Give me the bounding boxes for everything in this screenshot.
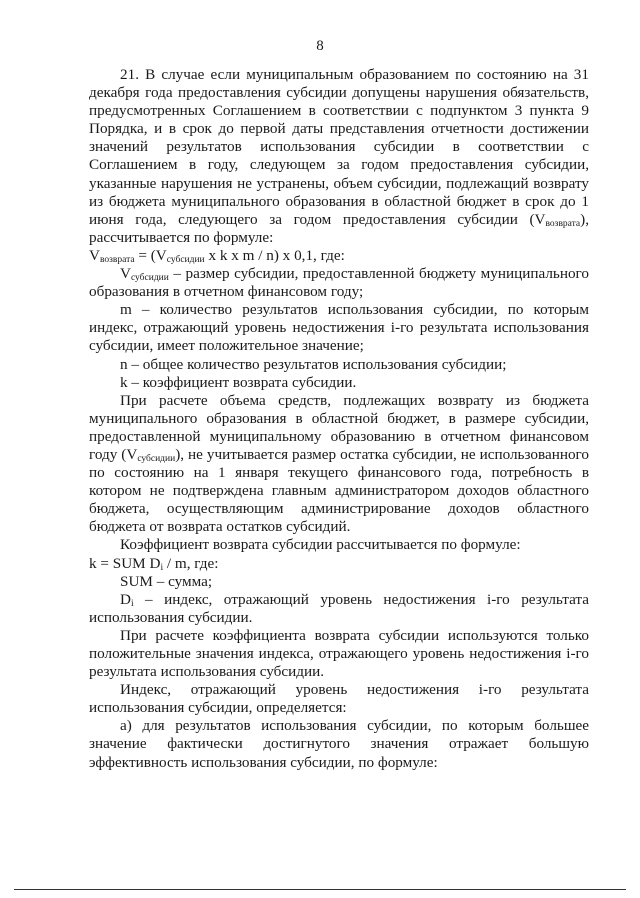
formula-coefficient: k = SUM $D_i$ / m, где: <box>89 554 219 573</box>
paragraph-index: Индекс, отражающий уровень недостижения i-го результата использования субсидии, определяется: <box>89 681 589 717</box>
definition-sum: SUM – сумма; <box>120 572 213 590</box>
definition-d: $D_i$ – индекс, отражающий уровень недостижения i-го результата использования субсидии. <box>89 590 589 626</box>
paragraph-a: а) для результатов использования субсидии, по которым большее значение фактически достигнутого значения отражает большую эффективность использования субсидии, по формуле: <box>89 717 589 771</box>
formula-return-volume: $V_{возврата} = (V_{субсидии}$ x k x m / n) x 0,1, где: <box>89 246 345 265</box>
definition-m: m – количество результатов использования субсидии, по которым индекс, отражающий уровень недостижения i-го результата использования субсидии, имеет положительное значение; <box>89 301 589 355</box>
page-number: 8 <box>316 38 324 54</box>
paragraph-positive-values: При расчете коэффициента возврата субсидии используются только положительные значения индекса, отражающего уровень недостижения i-го результата использования субсидии. <box>89 626 589 681</box>
definition-v-subsidy: $V_{субсидии}$ – размер субсидии, предоставленной бюджету муниципального образования в отчетном финансовом году; <box>89 265 589 301</box>
definition-k: k – коэффициент возврата субсидии. <box>120 373 357 391</box>
paragraph-k-formula-intro: Коэффициент возврата субсидии рассчитывается по формуле: <box>120 536 521 554</box>
definition-n: n – общее количество результатов использования субсидии; <box>120 355 507 373</box>
bottom-rule <box>14 889 626 890</box>
document-body <box>89 66 589 772</box>
paragraph-calculation: При расчете объема средств, подлежащих возврату из бюджета муниципального образования в областной бюджет, в размере субсидии, предоставленной муниципальному образованию в отчетном финансовом году $(V_{субсидии})$, не учитывается размер остатка субсидии, не использованного по состоянию на 1 января текущего финансового года, потребность в котором не подтверждена главным администратором доходов областного бюджета, осуществляющим администрирование доходов областного бюджета от возврата остатков субсидий. <box>89 391 589 536</box>
paragraph-21: 21. В случае если муниципальным образованием по состоянию на 31 декабря года предоставления субсидии допущены нарушения обязательств, предусмотренных Соглашением в соответствии с подпунктом 3 пункта 9 Порядка, и в срок до первой даты представления отчетности достижении значений результатов использования субсидии в соответствии с Соглашением в году, следующем за годом предоставления субсидии, указанные нарушения не устранены, объем субсидии, подлежащий возврату из бюджета муниципального образования в областной бюджет в срок до 1 июня года, следующего за годом предоставления субсидии $(V_{возврата})$, рассчитывается по формуле: <box>89 66 589 246</box>
